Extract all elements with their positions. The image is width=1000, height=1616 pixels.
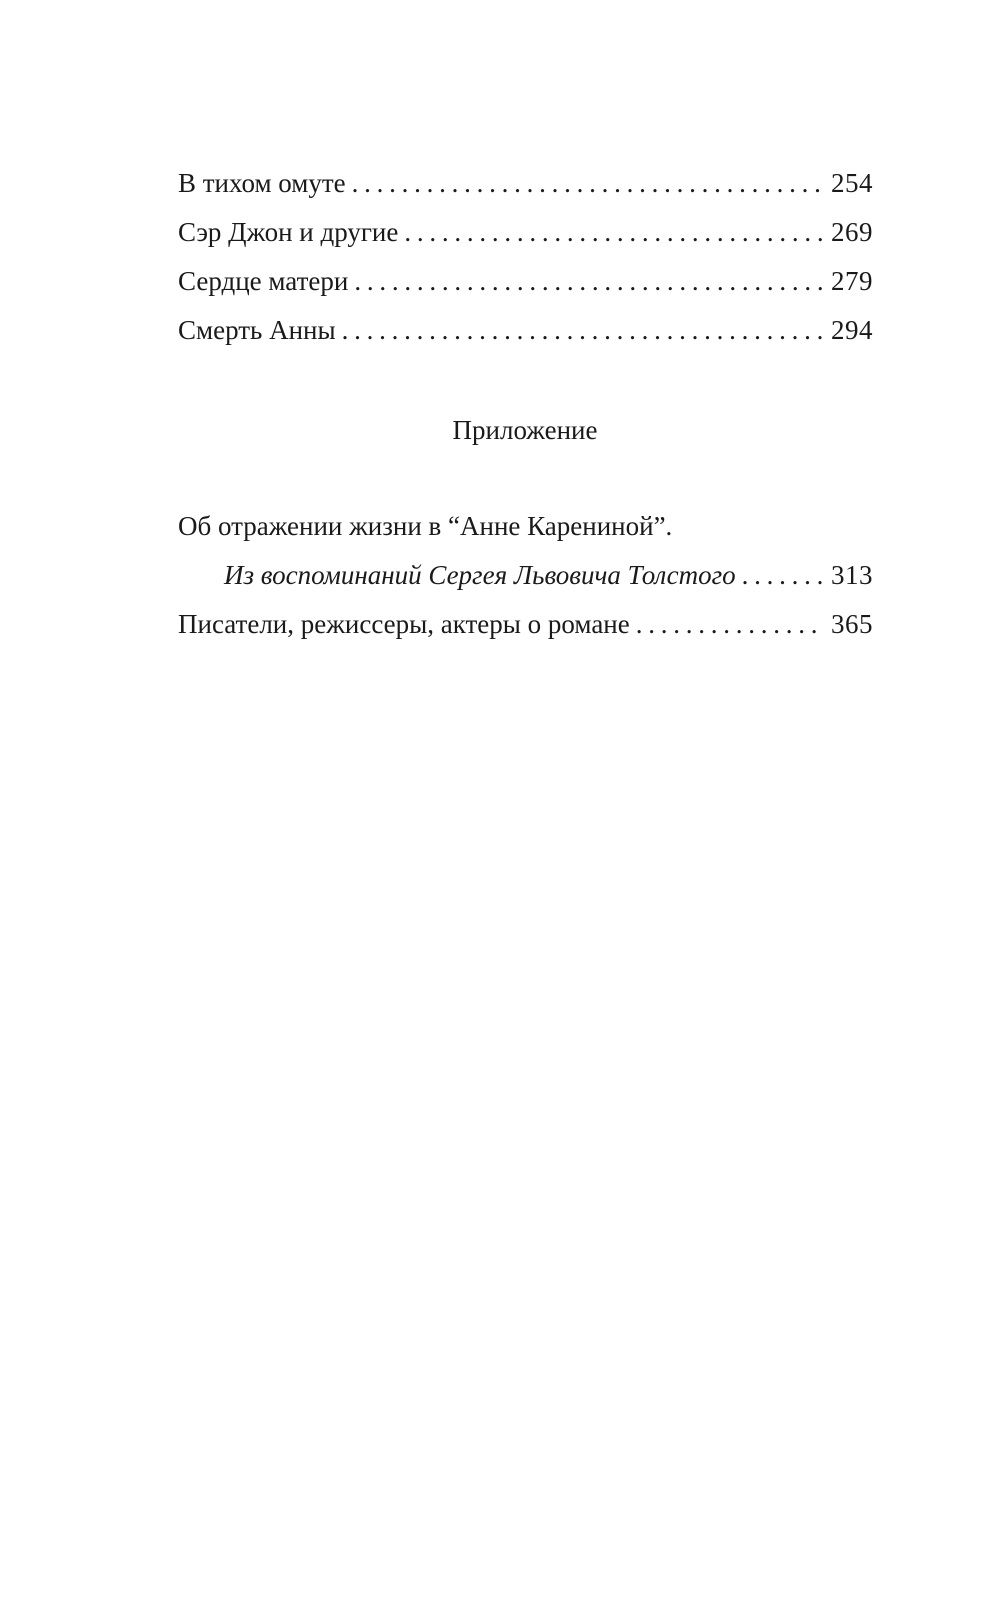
dot-leader xyxy=(742,562,825,589)
appendix-entry-subtitle: Из воспоминаний Сергея Львовича Толстого xyxy=(224,562,736,590)
appendix-entry-title: Писатели, режиссеры, актеры о романе xyxy=(178,611,630,639)
toc-entry-page: 279 xyxy=(831,268,873,296)
appendix-entry-title: Об отражении жизни в “Анне Карениной”. xyxy=(178,511,673,541)
dot-leader xyxy=(404,219,825,246)
toc-entry xyxy=(178,219,873,268)
table-of-contents xyxy=(178,170,873,366)
appendix-heading: Приложение xyxy=(452,415,598,445)
toc-entry-title: Сэр Джон и другие xyxy=(178,219,399,247)
appendix-entry-page: 313 xyxy=(831,562,873,590)
toc-entry-page: 254 xyxy=(831,170,873,198)
dot-leader xyxy=(352,170,825,197)
appendix-contents xyxy=(178,513,873,660)
toc-entry xyxy=(178,170,873,219)
toc-entry-title: Сердце матери xyxy=(178,268,349,296)
toc-entry-page: 294 xyxy=(831,317,873,345)
dot-leader xyxy=(342,317,825,344)
toc-entry xyxy=(178,268,873,317)
toc-entry-title: Смерть Анны xyxy=(178,317,336,345)
appendix-entry-page: 365 xyxy=(831,611,873,639)
toc-entry-title: В тихом омуте xyxy=(178,170,346,198)
appendix-entry xyxy=(178,562,873,611)
dot-leader xyxy=(354,268,825,295)
toc-entry xyxy=(178,317,873,366)
appendix-entry xyxy=(178,611,873,660)
dot-leader xyxy=(636,611,825,638)
toc-entry-page: 269 xyxy=(831,219,873,247)
